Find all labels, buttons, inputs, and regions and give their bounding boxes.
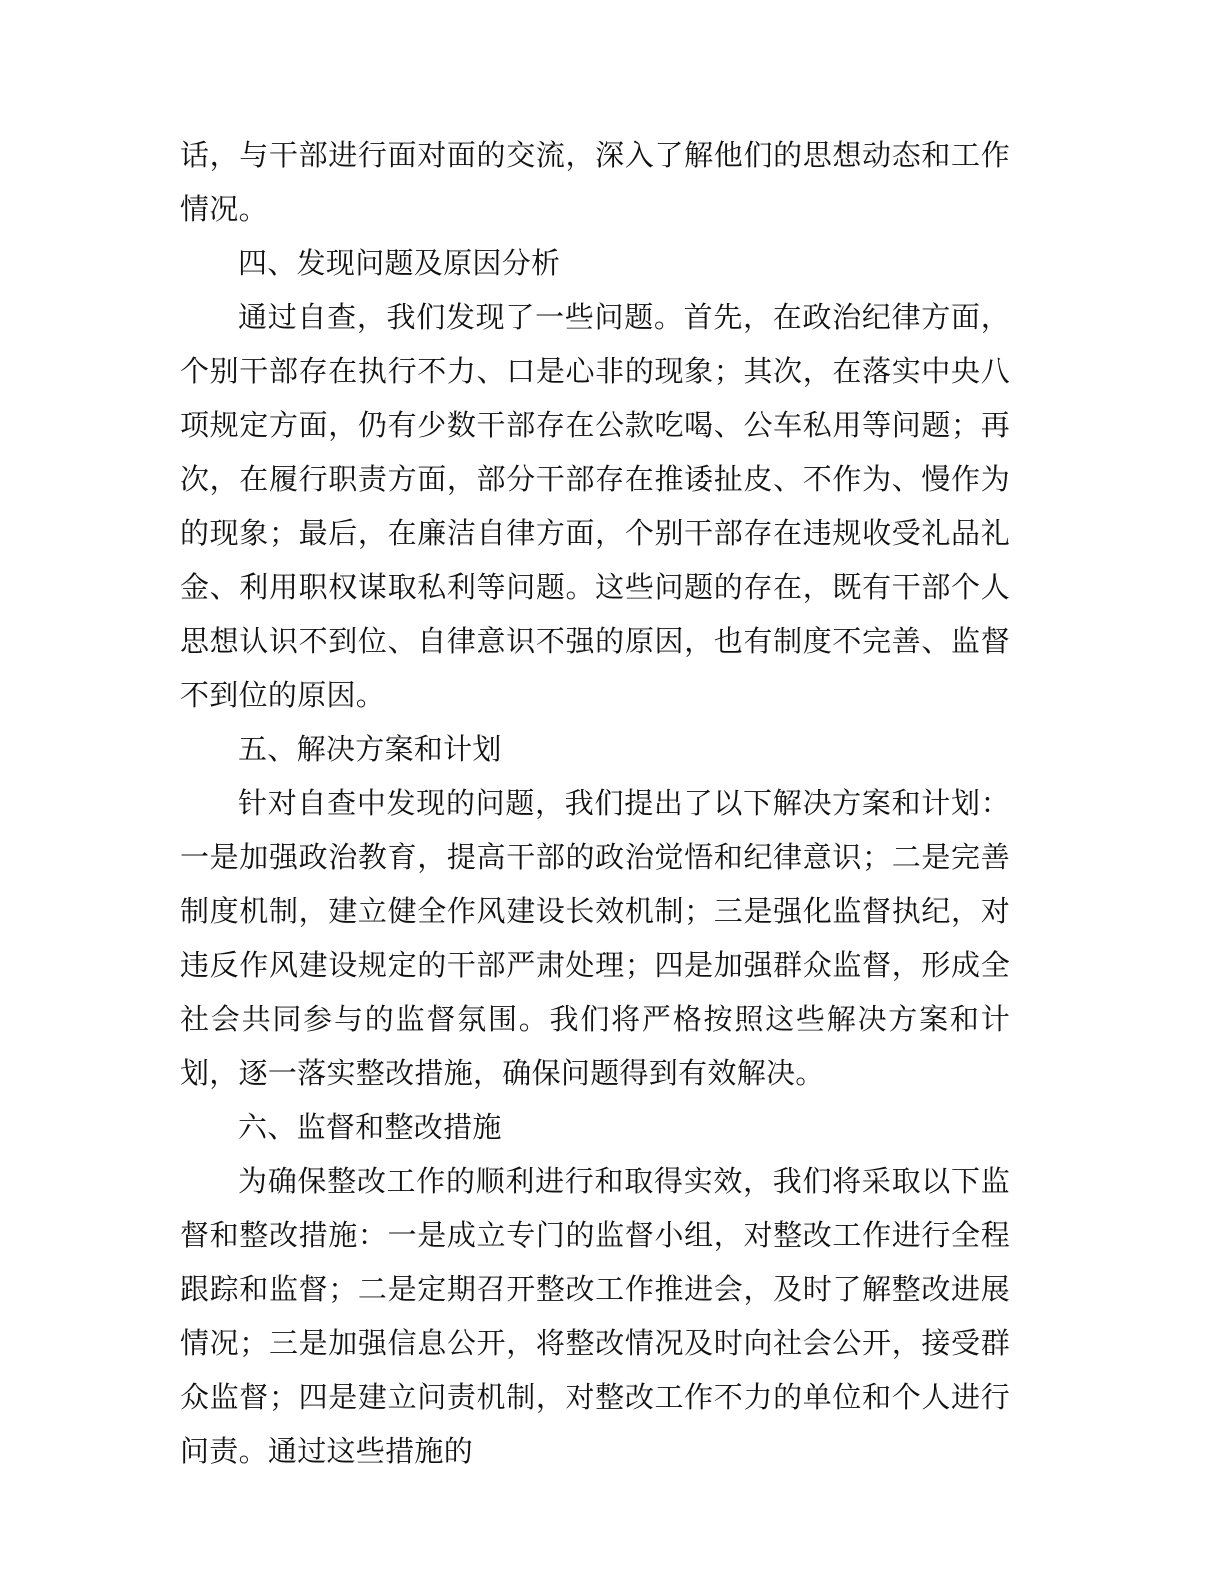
carryover-paragraph: 话，与干部进行面对面的交流，深入了解他们的思想动态和工作情况。 — [180, 138, 1010, 226]
section-heading-supervision: 六、监督和整改措施 — [238, 1110, 502, 1144]
section-heading-solutions: 五、解决方案和计划 — [238, 732, 502, 766]
document-page — [180, 128, 1010, 1478]
section-body-supervision: 为确保整改工作的顺利进行和取得实效，我们将采取以下监督和整改措施：一是成立专门的监督小组，对整改工作进行全程跟踪和监督；二是定期召开整改工作推进会，及时了解整改进展情况；三是加强信息公开，将整改情况及时向社会公开，接受群众监督；四是建立问责机制，对整改工作不力的单位和个人进行问责。通过这些措施的 — [180, 1164, 1010, 1468]
section-body-problems: 通过自查，我们发现了一些问题。首先，在政治纪律方面，个别干部存在执行不力、口是心非的现象；其次，在落实中央八项规定方面，仍有少数干部存在公款吃喝、公车私用等问题；再次，在履行职责方面，部分干部存在推诿扯皮、不作为、慢作为的现象；最后，在廉洁自律方面，个别干部存在违规收受礼品礼金、利用职权谋取私利等问题。这些问题的存在，既有干部个人思想认识不到位、自律意识不强的原因，也有制度不完善、监督不到位的原因。 — [180, 300, 1010, 712]
section-heading-problems: 四、发现问题及原因分析 — [238, 246, 561, 280]
section-body-solutions: 针对自查中发现的问题，我们提出了以下解决方案和计划：一是加强政治教育，提高干部的政治觉悟和纪律意识；二是完善制度机制，建立健全作风建设长效机制；三是强化监督执纪，对违反作风建设规定的干部严肃处理；四是加强群众监督，形成全社会共同参与的监督氛围。我们将严格按照这些解决方案和计划，逐一落实整改措施，确保问题得到有效解决。 — [180, 786, 1010, 1090]
